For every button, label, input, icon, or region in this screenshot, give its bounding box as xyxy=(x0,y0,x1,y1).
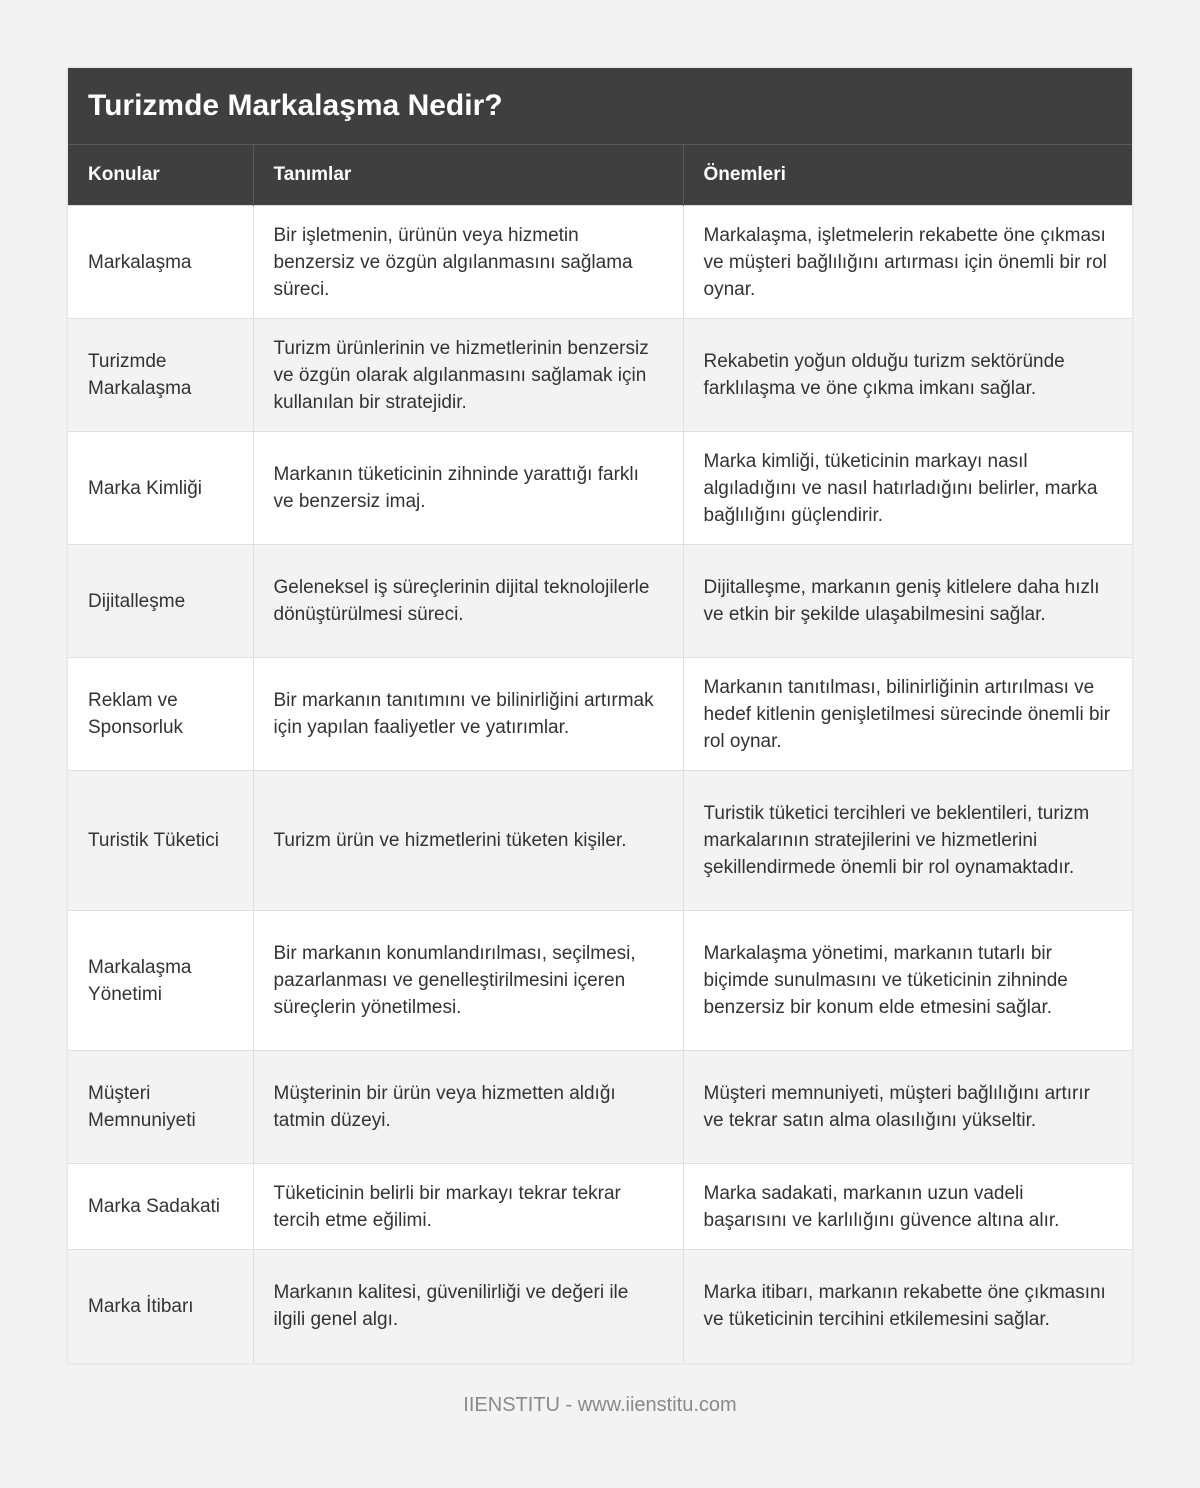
importance-cell: Marka itibarı, markanın rekabette öne çıkmasını ve tüketicinin tercihini etkilemesini sağlar. xyxy=(683,1250,1132,1363)
page-title: Turizmde Markalaşma Nedir? xyxy=(68,68,1132,144)
topic-cell: Markalaşma Yönetimi xyxy=(68,911,253,1051)
definition-cell: Tüketicinin belirli bir markayı tekrar tekrar tercih etme eğilimi. xyxy=(253,1164,683,1250)
column-header-onemleri: Önemleri xyxy=(683,145,1132,206)
table-row xyxy=(68,1250,1132,1363)
topic-cell: Markalaşma xyxy=(68,206,253,319)
topic-cell: Reklam ve Sponsorluk xyxy=(68,658,253,771)
importance-cell: Markalaşma, işletmelerin rekabette öne çıkması ve müşteri bağlılığını artırması için önemli bir rol oynar. xyxy=(683,206,1132,319)
definition-cell: Turizm ürün ve hizmetlerini tüketen kişiler. xyxy=(253,771,683,911)
topic-cell: Marka Kimliği xyxy=(68,432,253,545)
table-row xyxy=(68,1051,1132,1164)
importance-cell: Markalaşma yönetimi, markanın tutarlı bir biçimde sunulmasını ve tüketicinin zihninde benzersiz bir konum elde etmesini sağlar. xyxy=(683,911,1132,1051)
table-row xyxy=(68,206,1132,319)
table-row xyxy=(68,545,1132,658)
importance-cell: Dijitalleşme, markanın geniş kitlelere daha hızlı ve etkin bir şekilde ulaşabilmesini sağlar. xyxy=(683,545,1132,658)
column-header-tanimlar: Tanımlar xyxy=(253,145,683,206)
topic-cell: Turistik Tüketici xyxy=(68,771,253,911)
footer-credit: IIENSTITU - www.iienstitu.com xyxy=(463,1394,737,1416)
topic-cell: Dijitalleşme xyxy=(68,545,253,658)
table-header-row xyxy=(68,145,1132,206)
table-row xyxy=(68,911,1132,1051)
importance-cell: Turistik tüketici tercihleri ve beklentileri, turizm markalarının stratejilerini ve hizmetlerini şekillendirmede önemli bir rol oynamaktadır. xyxy=(683,771,1132,911)
topics-table xyxy=(68,144,1132,1363)
importance-cell: Marka sadakati, markanın uzun vadeli başarısını ve karlılığını güvence altına alır. xyxy=(683,1164,1132,1250)
topic-cell: Turizmde Markalaşma xyxy=(68,319,253,432)
table-row xyxy=(68,432,1132,545)
importance-cell: Markanın tanıtılması, bilinirliğinin artırılması ve hedef kitlenin genişletilmesi sürecinde önemli bir rol oynar. xyxy=(683,658,1132,771)
importance-cell: Marka kimliği, tüketicinin markayı nasıl algıladığını ve nasıl hatırladığını belirler, marka bağlılığını güçlendirir. xyxy=(683,432,1132,545)
definition-cell: Geleneksel iş süreçlerinin dijital teknolojilerle dönüştürülmesi süreci. xyxy=(253,545,683,658)
definition-cell: Bir markanın konumlandırılması, seçilmesi, pazarlanması ve genelleştirilmesini içeren süreçlerin yönetilmesi. xyxy=(253,911,683,1051)
table-row xyxy=(68,319,1132,432)
definition-cell: Markanın kalitesi, güvenilirliği ve değeri ile ilgili genel algı. xyxy=(253,1250,683,1363)
definition-cell: Turizm ürünlerinin ve hizmetlerinin benzersiz ve özgün olarak algılanmasını sağlamak için kullanılan bir stratejidir. xyxy=(253,319,683,432)
content-card xyxy=(68,68,1132,1363)
topic-cell: Müşteri Memnuniyeti xyxy=(68,1051,253,1164)
table-row xyxy=(68,771,1132,911)
topic-cell: Marka Sadakati xyxy=(68,1164,253,1250)
definition-cell: Müşterinin bir ürün veya hizmetten aldığı tatmin düzeyi. xyxy=(253,1051,683,1164)
importance-cell: Müşteri memnuniyeti, müşteri bağlılığını artırır ve tekrar satın alma olasılığını yükseltir. xyxy=(683,1051,1132,1164)
column-header-konular: Konular xyxy=(68,145,253,206)
topic-cell: Marka İtibarı xyxy=(68,1250,253,1363)
table-row xyxy=(68,658,1132,771)
definition-cell: Bir markanın tanıtımını ve bilinirliğini artırmak için yapılan faaliyetler ve yatırımlar. xyxy=(253,658,683,771)
definition-cell: Markanın tüketicinin zihninde yarattığı farklı ve benzersiz imaj. xyxy=(253,432,683,545)
table-row xyxy=(68,1164,1132,1250)
definition-cell: Bir işletmenin, ürünün veya hizmetin benzersiz ve özgün algılanmasını sağlama süreci. xyxy=(253,206,683,319)
importance-cell: Rekabetin yoğun olduğu turizm sektöründe farklılaşma ve öne çıkma imkanı sağlar. xyxy=(683,319,1132,432)
